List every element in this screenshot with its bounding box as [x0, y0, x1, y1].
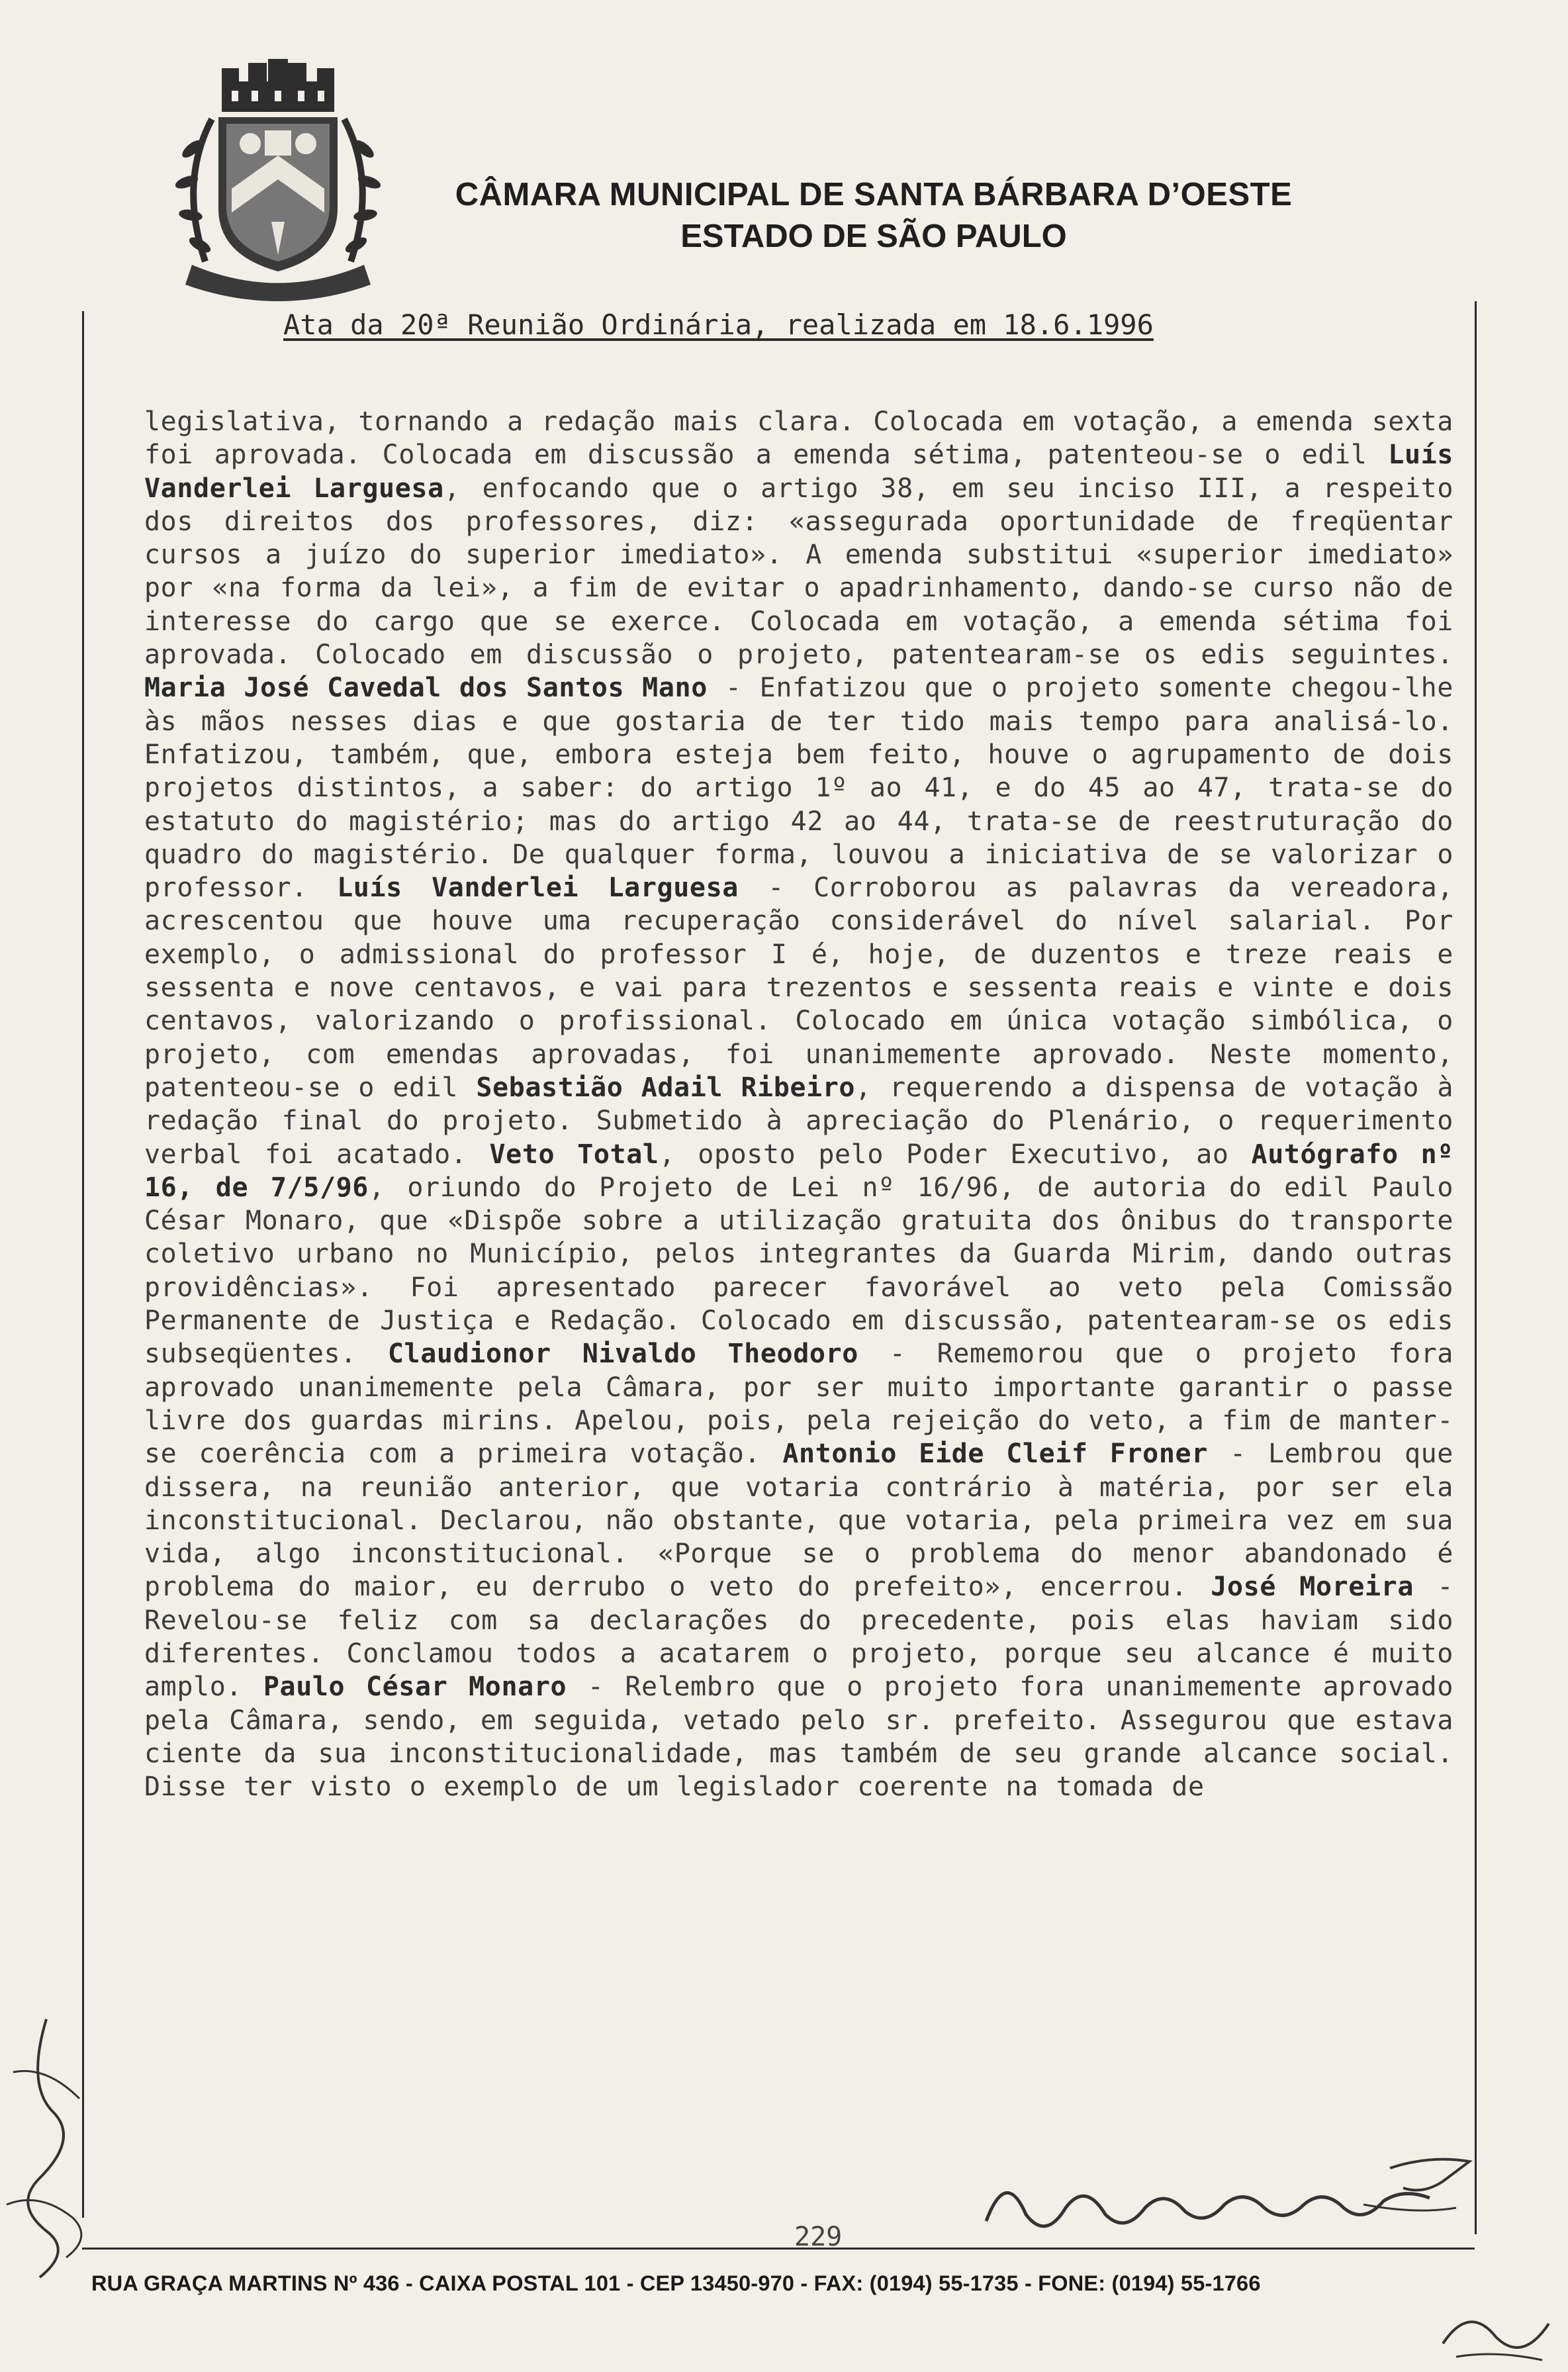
body-segment: - Corroborou as palavras da vereadora, acrescentou que houve uma recuperação considerável do nível salarial. Por exemplo, o admissional do professor I é, hoje, de duzentos e treze reais e sessenta e nove centavos, e vai para trezentos e sessenta reais e vinte e dois centavos, valorizando o profissional. Colocado em única votação simbólica, o projeto, com emendas aprovadas, foi unanimemente aprovado. Neste momento, patenteou-se o edil: [144, 873, 1453, 1103]
bold-reference: José Moreira: [1211, 1572, 1414, 1603]
body-segment: - Enfatizou que o projeto somente chegou-lhe às mãos nesses dias e que gostaria de ter tido mais tempo para analisá-lo. Enfatizou, também, que, embora esteja bem feito, houve o agrupamento de dois projetos distintos, a saber: do artigo 1º ao 41, e do 45 ao 47, trata-se do estatuto do magistério; mas do artigo 42 ao 44, trata-se de reestruturação do quadro do magistério. De qualquer forma, louvou a iniciativa de se valorizar o professor.: [144, 673, 1453, 904]
body-segment: - Rememorou que o projeto fora aprovado unanimemente pela Câmara, por ser muito importante garantir o passe livre dos guardas mirins. Apelou, pois, pela rejeição do veto, a fim de manter-se coerência com a primeira votação.: [144, 1339, 1453, 1470]
body-segment: - Lembrou que dissera, na reunião anterior, que votaria contrário à matéria, por ser ela inconstitucional. Declarou, não obstante, que votaria, pela primeira vez em sua vida, algo inconstitucional. «Porque se o problema do menor abandonado é problema do maior, eu derrubo o veto do prefeito», encerrou.: [144, 1439, 1453, 1603]
minutes-title: Ata da 20ª Reunião Ordinária, realizada em 18.6.1996: [283, 308, 1154, 341]
bold-reference: Maria José Cavedal dos Santos Mano: [144, 673, 708, 704]
footer-address: RUA GRAÇA MARTINS Nº 436 - CAIXA POSTAL 101 - CEP 13450-970 - FAX: (0194) 55-1735 - FONE: (0194) 55-1766: [91, 2271, 1261, 2295]
body-segment: , oriundo do Projeto de Lei nº 16/96, de autoria do edil Paulo César Monaro, que «Dispõe sobre a utilização gratuita dos ônibus do transporte coletivo urbano no Município, pelos integrantes da Guarda Mirim, dando outras providências». Foi apresentado parecer favorável ao veto pela Comissão Permanente de Justiça e Redação. Colocado em discussão, patentearam-se os edis subseqüentes.: [144, 1172, 1453, 1370]
page-number: 229: [794, 2222, 843, 2252]
initials-bottom-right: [1430, 2264, 1568, 2372]
bold-reference: Claudionor Nivaldo Theodoro: [387, 1339, 858, 1370]
state-name: ESTADO DE SÃO PAULO: [680, 218, 1067, 254]
initials-left-margin: [0, 2006, 99, 2284]
bold-reference: Luís Vanderlei Larguesa: [144, 440, 1453, 504]
body-segment: , enfocando que o artigo 38, em seu inciso III, a respeito dos direitos dos professores, diz: «assegurada oportunidade de freqüentar cursos a juízo do superior imediato». A emenda substitui «superior imediato» por «na forma da lei», a fim de evitar o apadrinhamento, dando-se curso não de interesse do cargo que se exerce. Colocada em votação, a emenda sétima foi aprovada. Colocado em discussão o projeto, patentearam-se os edis seguintes.: [144, 473, 1453, 671]
body-segment: , oposto pelo Poder Executivo, ao: [659, 1139, 1252, 1170]
bold-reference: Antonio Eide Cleif Froner: [782, 1439, 1208, 1470]
body-segment: - Relembro que o projeto fora unanimemente aprovado pela Câmara, sendo, em seguida, vetado pelo sr. prefeito. Assegurou que estava ciente da sua inconstitucionalidade, mas também de seu grande alcance social. Disse ter visto o exemplo de um legislador coerente na tomada de: [144, 1672, 1454, 1803]
chamber-name: CÂMARA MUNICIPAL DE SANTA BÁRBARA D’OESTE: [455, 177, 1293, 213]
minutes-body-text: [144, 405, 1453, 1803]
body-segment: - Revelou-se feliz com sa declarações do precedente, pois elas haviam sido diferentes. Conclamou todos a acatarem o projeto, porque seu alcance é muito amplo.: [144, 1572, 1453, 1703]
signature-bottom: [966, 2142, 1509, 2254]
bold-reference: Luís Vanderlei Larguesa: [337, 873, 739, 904]
bold-reference: Autógrafo nº 16, de 7/5/96: [144, 1139, 1453, 1203]
bold-reference: Veto Total: [489, 1139, 659, 1170]
body-segment: , requerendo a dispensa de votação à redação final do projeto. Submetido à apreciação do Plenário, o requerimento verbal foi acatado.: [144, 1072, 1454, 1170]
municipal-coat-of-arms-icon: [165, 56, 391, 311]
body-segment: legislativa, tornando a redação mais clara. Colocada em votação, a emenda sexta foi aprovada. Colocada em discussão a emenda sétima, patenteou-se o edil: [144, 406, 1453, 471]
frame-left-rule: [82, 311, 84, 2218]
bold-reference: Paulo César Monaro: [263, 1672, 567, 1703]
bold-reference: Sebastião Adail Ribeiro: [476, 1072, 856, 1103]
frame-right-rule: [1475, 301, 1477, 2234]
